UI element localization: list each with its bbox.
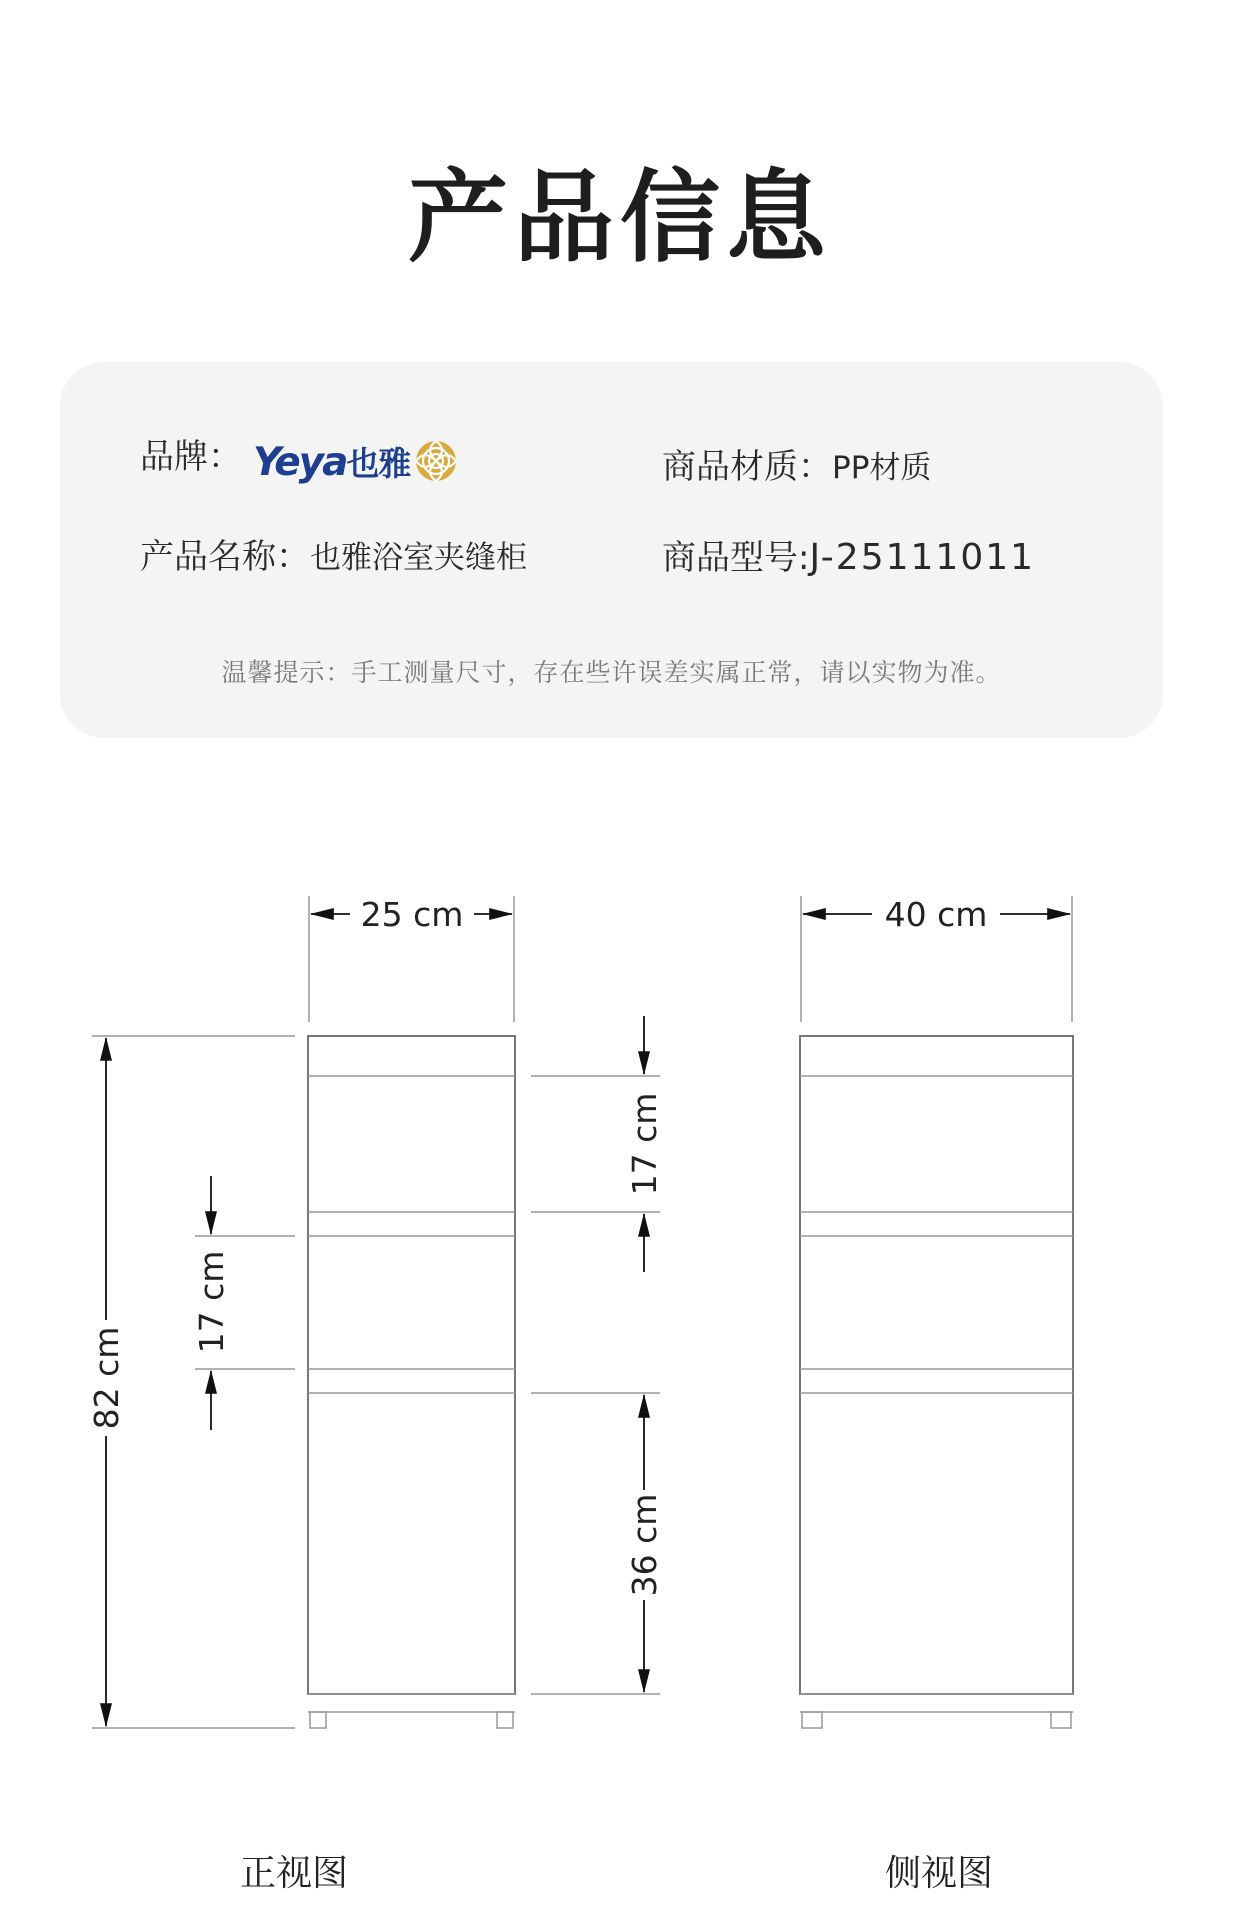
brand-logo-text: Yeya也雅 [253, 439, 411, 485]
total-height-label: 82 cm [87, 1326, 126, 1430]
side-view-cabinet [800, 1036, 1073, 1728]
front-view-cabinet [308, 1036, 515, 1728]
material-value: PP材质 [832, 450, 932, 486]
top-drawer-height-label: 17 cm [625, 1092, 664, 1196]
front-drawer-height-label: 17 cm [192, 1250, 231, 1354]
bottom-drawer-height-label: 36 cm [625, 1493, 664, 1597]
material-label: 商品材质： [662, 447, 832, 487]
name-label: 产品名称： [140, 537, 310, 577]
front-width-label: 25 cm [360, 895, 464, 934]
side-view-caption: 侧视图 [885, 1853, 994, 1894]
page-title: 产品信息 [408, 159, 832, 276]
side-width-label: 40 cm [884, 895, 988, 934]
model-value: J-25111011 [809, 537, 1036, 578]
model-label: 商品型号: [662, 538, 810, 578]
front-view-caption: 正视图 [240, 1853, 349, 1894]
brand-label: 品牌： [140, 437, 242, 477]
name-value: 也雅浴室夹缝柜 [310, 540, 527, 576]
measurement-note: 温馨提示：手工测量尺寸，存在些许误差实属正常，请以实物为准。 [221, 658, 1002, 687]
